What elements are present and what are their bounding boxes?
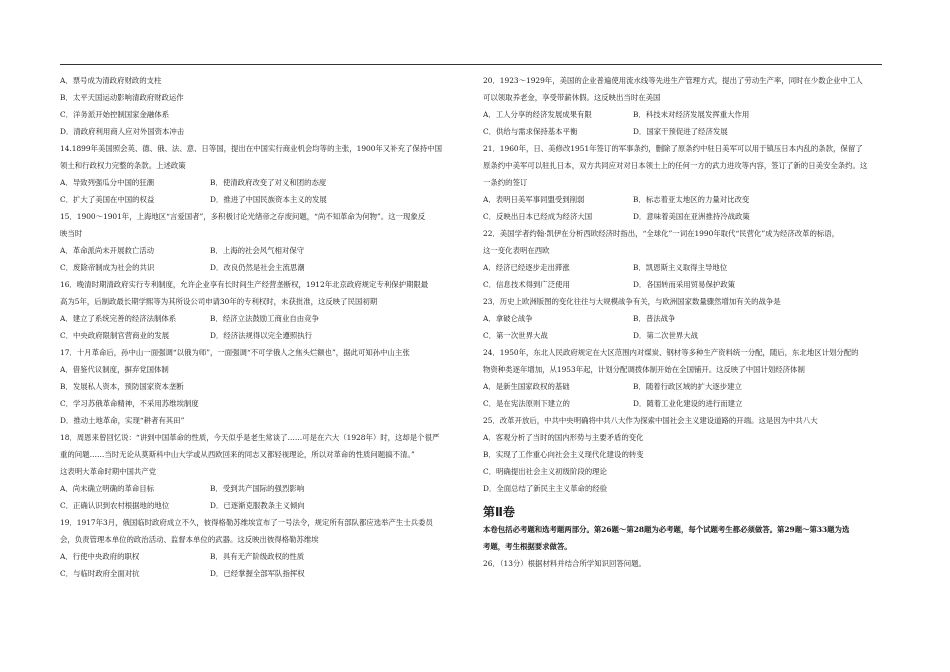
text-line: B．太平天国运动影响清政府财政运作 [60, 93, 184, 102]
header-rule [60, 64, 882, 65]
option-row [483, 106, 883, 123]
option-left: C．中央政府限制官营商业的发展 [60, 331, 170, 340]
option-right: B．标志着亚太地区的力量对比改变 [633, 195, 750, 204]
option-left: A．尚未确立明确的革命目标 [60, 484, 155, 493]
text-line: 这表明大革命时期中国共产党 [60, 467, 157, 476]
text-line: B．发展私人资本，预防国家资本垄断 [60, 382, 184, 391]
option-right: B．凯恩斯主义取得主导地位 [633, 263, 728, 272]
text-line: 18．周恩来曾回忆说：“讲到中国革命的性质，今天似乎是老生常谈了……可是在六大（1928年）时，这却是个很严 [60, 433, 440, 442]
text-line: 这一变化表明在西欧 [483, 246, 550, 255]
option-row [60, 497, 460, 514]
option-left: C．废除帝制成为社会的共识 [60, 263, 155, 272]
text-line: 一条约的签订 [483, 178, 528, 187]
option-right: B．随着行政区域的扩大逐步建立 [633, 382, 742, 391]
text-line: 高为5年，后制政最长期学熙等为其所设公司申请30年的专利权时，未获批准，这反映了民国初期 [60, 297, 378, 306]
option-left: A．工人分享的经济发展成果有限 [483, 110, 592, 119]
option-right: D．意味着美国在亚洲推持冷战政策 [633, 212, 750, 221]
option-row [60, 480, 460, 497]
option-right: B．具有无产阶级政权的性质 [210, 552, 305, 561]
text-line: C．明确提出社会主义初级阶段的理论 [483, 467, 607, 476]
text-line: C．学习苏俄革命精神，不采用苏维埃制度 [60, 399, 199, 408]
text-line: 23．历史上欧洲版图的变化往往与大规模战争有关，与欧洲国家数量骤然增加有关的战争是 [483, 297, 781, 306]
text-line: 重的问题……当时无论从莫斯科中山大学或从西欧回来的同志又都轻视理论，所以对革命的性质问题搞不清。” [60, 450, 415, 459]
text-line: 领土和行政权力完整的条款。上述政策 [60, 161, 186, 170]
option-row [60, 565, 460, 582]
left-column [60, 72, 460, 582]
text-line: 可以领取养老金，享受带薪休假。这反映出当时在美国 [483, 93, 661, 102]
text-line: D．全面总结了新民主主义革命的经验 [483, 484, 608, 493]
option-left: C．扩大了美国在中国的权益 [60, 195, 155, 204]
option-left: A．革命派尚未开展救亡活动 [60, 246, 155, 255]
option-left: C．与临时政府全面对抗 [60, 569, 140, 578]
option-right: D．随着工业化建设的进行而建立 [633, 399, 743, 408]
text-line: A．借鉴代议制度，摒弃党国体制 [60, 365, 169, 374]
text-line: 24．1950年，东北人民政府规定在大区范围内对煤炭、钢材等多种生产资料统一分配，随后，东北地区计划分配的 [483, 348, 859, 357]
option-left: A．是新生国家政权的基础 [483, 382, 570, 391]
option-right: B．上海的社会风气相对保守 [210, 246, 305, 255]
option-row [483, 395, 883, 412]
text-line: 14.1899年美国照会英、德、俄、法、意、日等国，提出在中国实行商业机会均等的主张，1900年又补充了保持中国 [60, 144, 442, 153]
text-line: D．推动土地革命，实现“耕者有其田” [60, 416, 185, 425]
text-line: 17．十月革命后，孙中山一面强调“以俄为师”，一面强调“不可学俄人之焦头烂额也”，据此可知孙中山主张 [60, 348, 410, 357]
option-left: A．导致列强瓜分中国的狂潮 [60, 178, 155, 187]
option-right: D．已逐渐克服教条主义倾向 [210, 501, 305, 510]
option-row [60, 327, 460, 344]
text-line: 15．1900～1901年，上海地区“言爱国者”，多积极讨论光绪帝之存废问题，“尚不知革命为何物”。这一现象反 [60, 212, 426, 221]
option-row [483, 327, 883, 344]
text-line: 物资种类逐年增加，从1953年起，计划分配调拨体制开始在全国铺开。这反映了中国计划经济体制 [483, 365, 805, 374]
option-left: C．正确认识到农村根据地的地位 [60, 501, 170, 510]
option-right: B．受到共产国际的强烈影响 [210, 484, 305, 493]
option-left: A．行使中央政府的职权 [60, 552, 140, 561]
section-title: 第Ⅱ卷 [483, 505, 515, 519]
text-line: 原条约中美军可以驻扎日本，双方共同应对对日本领土上的任何一方的武力进攻等内容，签订了新的日美安全条约。这 [483, 161, 868, 170]
question-26-prompt: 26．（13分）根据材料并结合所学知识回答问题。 [483, 559, 646, 568]
option-right: D．经济法规得以完全遵照执行 [210, 331, 313, 340]
option-right: D．国家干预促进了经济发展 [633, 127, 728, 136]
option-row [483, 378, 883, 395]
option-row [483, 310, 883, 327]
text-line: 16．晚清时期清政府实行专利制度，允许企业享有长时间生产经营垄断权，1912年北京政府规定专利保护期限最 [60, 280, 429, 289]
option-left: C．是在宪法原则下建立的 [483, 399, 570, 408]
right-question-list [483, 72, 883, 497]
option-row [483, 208, 883, 225]
text-line: B．实现了工作重心向社会主义现代化建设的转变 [483, 450, 644, 459]
text-line: 20．1923～1929年，美国的企业普遍使用流水线等先进生产管理方式，提出了劳动生产率，同时在少数企业中工人 [483, 76, 863, 85]
text-line: 21．1960年，日、美修改1951年签订的军事条约，删除了原条约中驻日美军可以用于镇压日本内乱的条款，保留了 [483, 144, 863, 153]
option-right: D．推进了中国民族资本主义的发展 [210, 195, 327, 204]
option-left: A．拿破仑战争 [483, 314, 533, 323]
option-row [60, 242, 460, 259]
section-instructions-line-2: 考题，考生根据要求做答。 [483, 542, 572, 551]
option-row [483, 259, 883, 276]
section-instructions-line-1: 本卷包括必考题和选考题两部分。第26题～第28题为必考题，每个试题考生都必须做答。第29题～第33题为选 [483, 525, 850, 534]
option-left: A．表明日美军事同盟受到削弱 [483, 195, 585, 204]
option-right: B．科技未对经济发展发挥重大作用 [633, 110, 750, 119]
text-line: 25．改革开放后，中共中央明确将中共八大作为探索中国社会主义建设道路的开端。这是因为中共八大 [483, 416, 818, 425]
option-row [483, 276, 883, 293]
text-line: A．客观分析了当时的国内形势与主要矛盾的变化 [483, 433, 644, 442]
option-row [60, 310, 460, 327]
text-line: 22．美国学者约翰·凯伊在分析西欧经济时指出，“全球化”一词在1990年取代“民营化”成为经济改革的标语， [483, 229, 840, 238]
option-right: D．第二次世界大战 [633, 331, 699, 340]
option-right: D．改良仍然是社会主流思潮 [210, 263, 305, 272]
text-line: 19．1917年3月，俄国临时政府成立不久，彼得格勒苏维埃宣布了一号法令，规定所有部队都应选举产生士兵委员 [60, 518, 433, 527]
option-row [60, 259, 460, 276]
text-line: C．洋务派开始控制国家金融体系 [60, 110, 170, 119]
option-left: C．供给与需求保持基本平衡 [483, 127, 578, 136]
text-line: 映当时 [60, 229, 83, 238]
option-right: D．各国转而采用贸易保护政策 [633, 280, 736, 289]
option-row [60, 174, 460, 191]
text-line: D．清政府利用商人应对外国资本冲击 [60, 127, 185, 136]
right-column [483, 72, 883, 572]
option-right: B．经济立法鼓励工商业自由竞争 [210, 314, 319, 323]
option-row [60, 548, 460, 565]
option-left: C．第一次世界大战 [483, 331, 548, 340]
option-row [483, 191, 883, 208]
text-line: A．票号成为清政府财政的支柱 [60, 76, 162, 85]
option-left: C．信息技术得到广泛使用 [483, 280, 570, 289]
option-right: D．已经掌握全部军队指挥权 [210, 569, 305, 578]
option-left: A．建立了系统完善的经济法制体系 [60, 314, 177, 323]
text-line: 会，负责管理本单位的政治活动、监督本单位的武器。这反映出彼得格勒苏维埃 [60, 535, 319, 544]
option-row [483, 123, 883, 140]
option-right: B．普法战争 [633, 314, 676, 323]
option-left: C．反映出日本已经成为经济大国 [483, 212, 593, 221]
option-row [60, 191, 460, 208]
option-left: A．经济已经逐步走出滞涨 [483, 263, 570, 272]
option-right: B．使清政府改变了对义和团的态度 [210, 178, 327, 187]
